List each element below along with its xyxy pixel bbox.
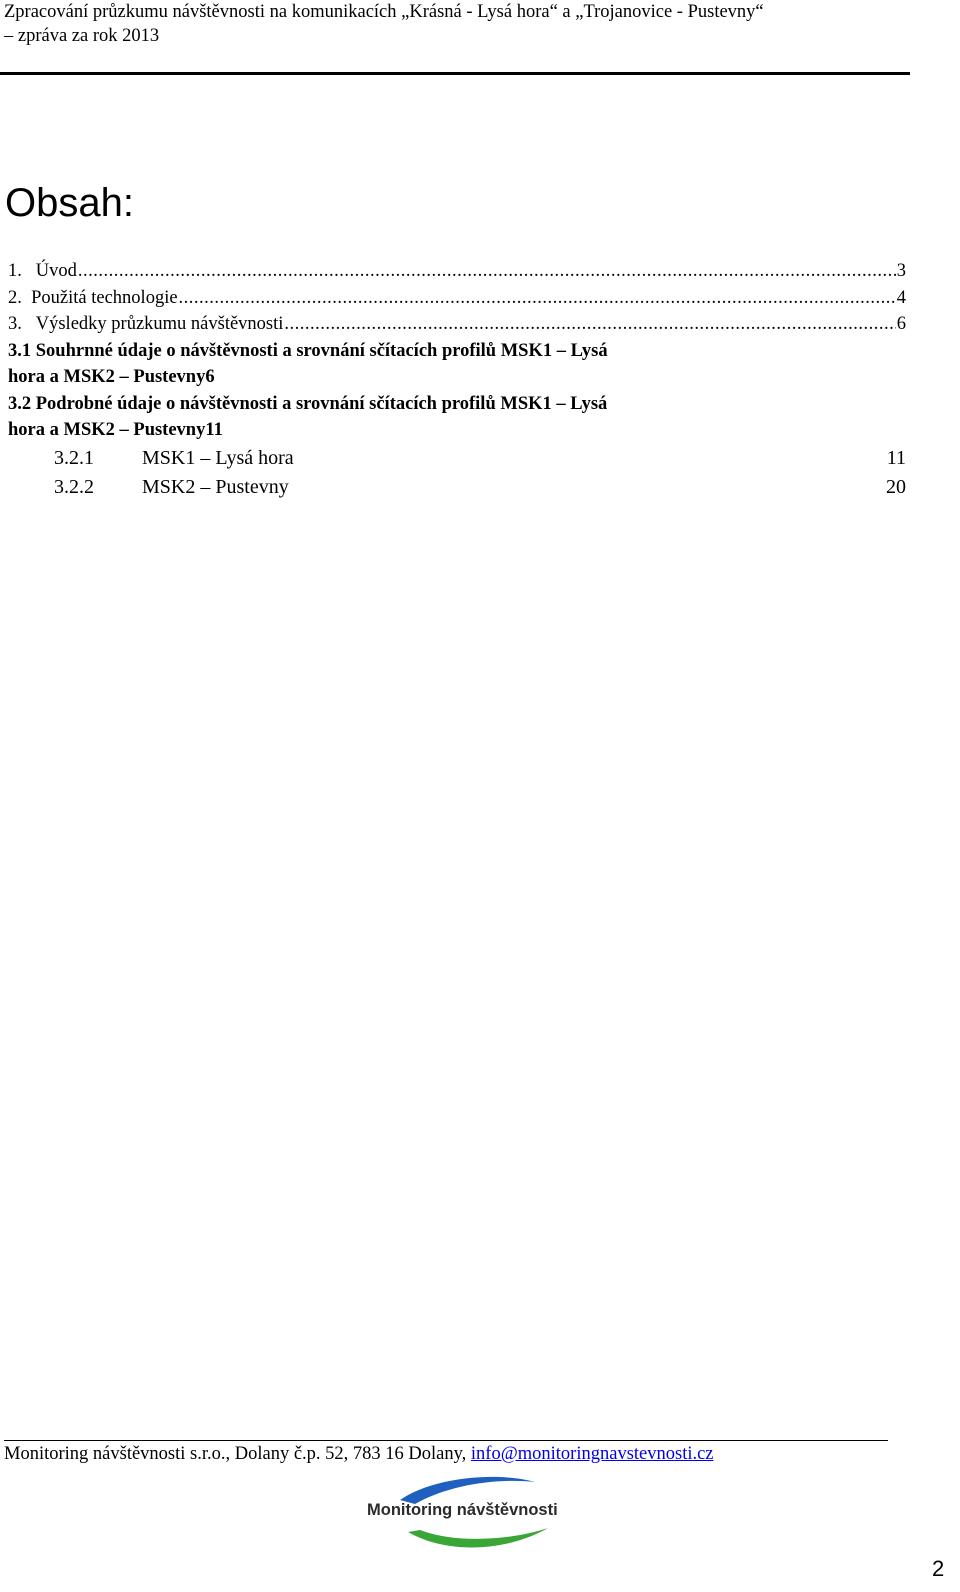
header-title: Zpracování průzkumu návštěvnosti na komunikacích „Krásná - Lysá hora“ a „Trojanovice - Pustevny“ (4, 2, 764, 22)
toc-entry-page: 4 (896, 287, 906, 308)
toc-entry-technologie[interactable] (8, 285, 906, 312)
toc-entry-title-cont[interactable]: hora a MSK2 – Pustevny (8, 367, 206, 387)
toc-entry-3-2[interactable] (8, 391, 906, 444)
toc-entry-page: 11 (886, 446, 906, 469)
toc-entry-number: 3.2.2 (54, 475, 94, 498)
toc-leader-dots (179, 285, 896, 312)
toc-heading: Obsah: (5, 181, 134, 225)
logo-wordmark: Monitoring návštěvnosti (367, 1501, 558, 1519)
toc-leader-dots (78, 258, 896, 285)
toc-leader-dots (284, 311, 895, 338)
toc-entry-title[interactable]: 3.1 Souhrnné údaje o návštěvnosti a srovnání sčítacích profilů MSK1 – Lysá (8, 340, 608, 361)
toc-entry-page: 6 (205, 367, 215, 387)
toc-entry-number: 2. (8, 287, 32, 308)
toc-entry-title[interactable]: MSK1 – Lysá hora (142, 446, 294, 469)
toc-entry-page: 6 (896, 314, 906, 334)
toc-entry-page: 3 (896, 261, 906, 281)
logo-green-swoosh (408, 1528, 548, 1547)
table-of-contents (8, 258, 906, 502)
toc-entry-page: 20 (886, 475, 906, 498)
toc-entry-number: 1. (8, 261, 36, 281)
header-divider (0, 72, 910, 75)
toc-entry-title[interactable]: Úvod (35, 261, 77, 281)
toc-entry-3-2-1[interactable] (8, 444, 906, 473)
toc-entry-number: 3.2.1 (54, 446, 94, 469)
toc-entry-uvod[interactable] (8, 258, 906, 285)
page-header (4, 0, 914, 48)
toc-entry-title[interactable]: Výsledky průzkumu návštěvnosti (35, 314, 284, 334)
footer-divider (4, 1440, 888, 1441)
toc-entry-title[interactable]: Použitá technologie (31, 287, 178, 308)
toc-entry-3-1[interactable] (8, 338, 906, 391)
toc-entry-title[interactable]: MSK2 – Pustevny (142, 475, 289, 498)
logo-blue-swoosh (400, 1477, 535, 1504)
toc-entry-title-cont[interactable]: hora a MSK2 – Pustevny (8, 420, 206, 440)
toc-entry-number: 3. (8, 314, 36, 334)
toc-entry-3-2-2[interactable] (8, 473, 906, 502)
toc-entry-title[interactable]: 3.2 Podrobné údaje o návštěvnosti a srovnání sčítacích profilů MSK1 – Lysá (8, 393, 608, 414)
header-subtitle: – zpráva za rok 2013 (4, 26, 160, 46)
footer-company: Monitoring návštěvnosti s.r.o., Dolany č.p. 52, 783 16 Dolany, (4, 1444, 471, 1464)
footer-contact (4, 1442, 714, 1466)
footer-email-link[interactable]: info@monitoringnavstevnosti.cz (470, 1444, 714, 1464)
toc-entry-vysledky[interactable] (8, 311, 906, 338)
toc-entry-page: 11 (205, 420, 223, 440)
page-number: 2 (932, 1556, 945, 1581)
